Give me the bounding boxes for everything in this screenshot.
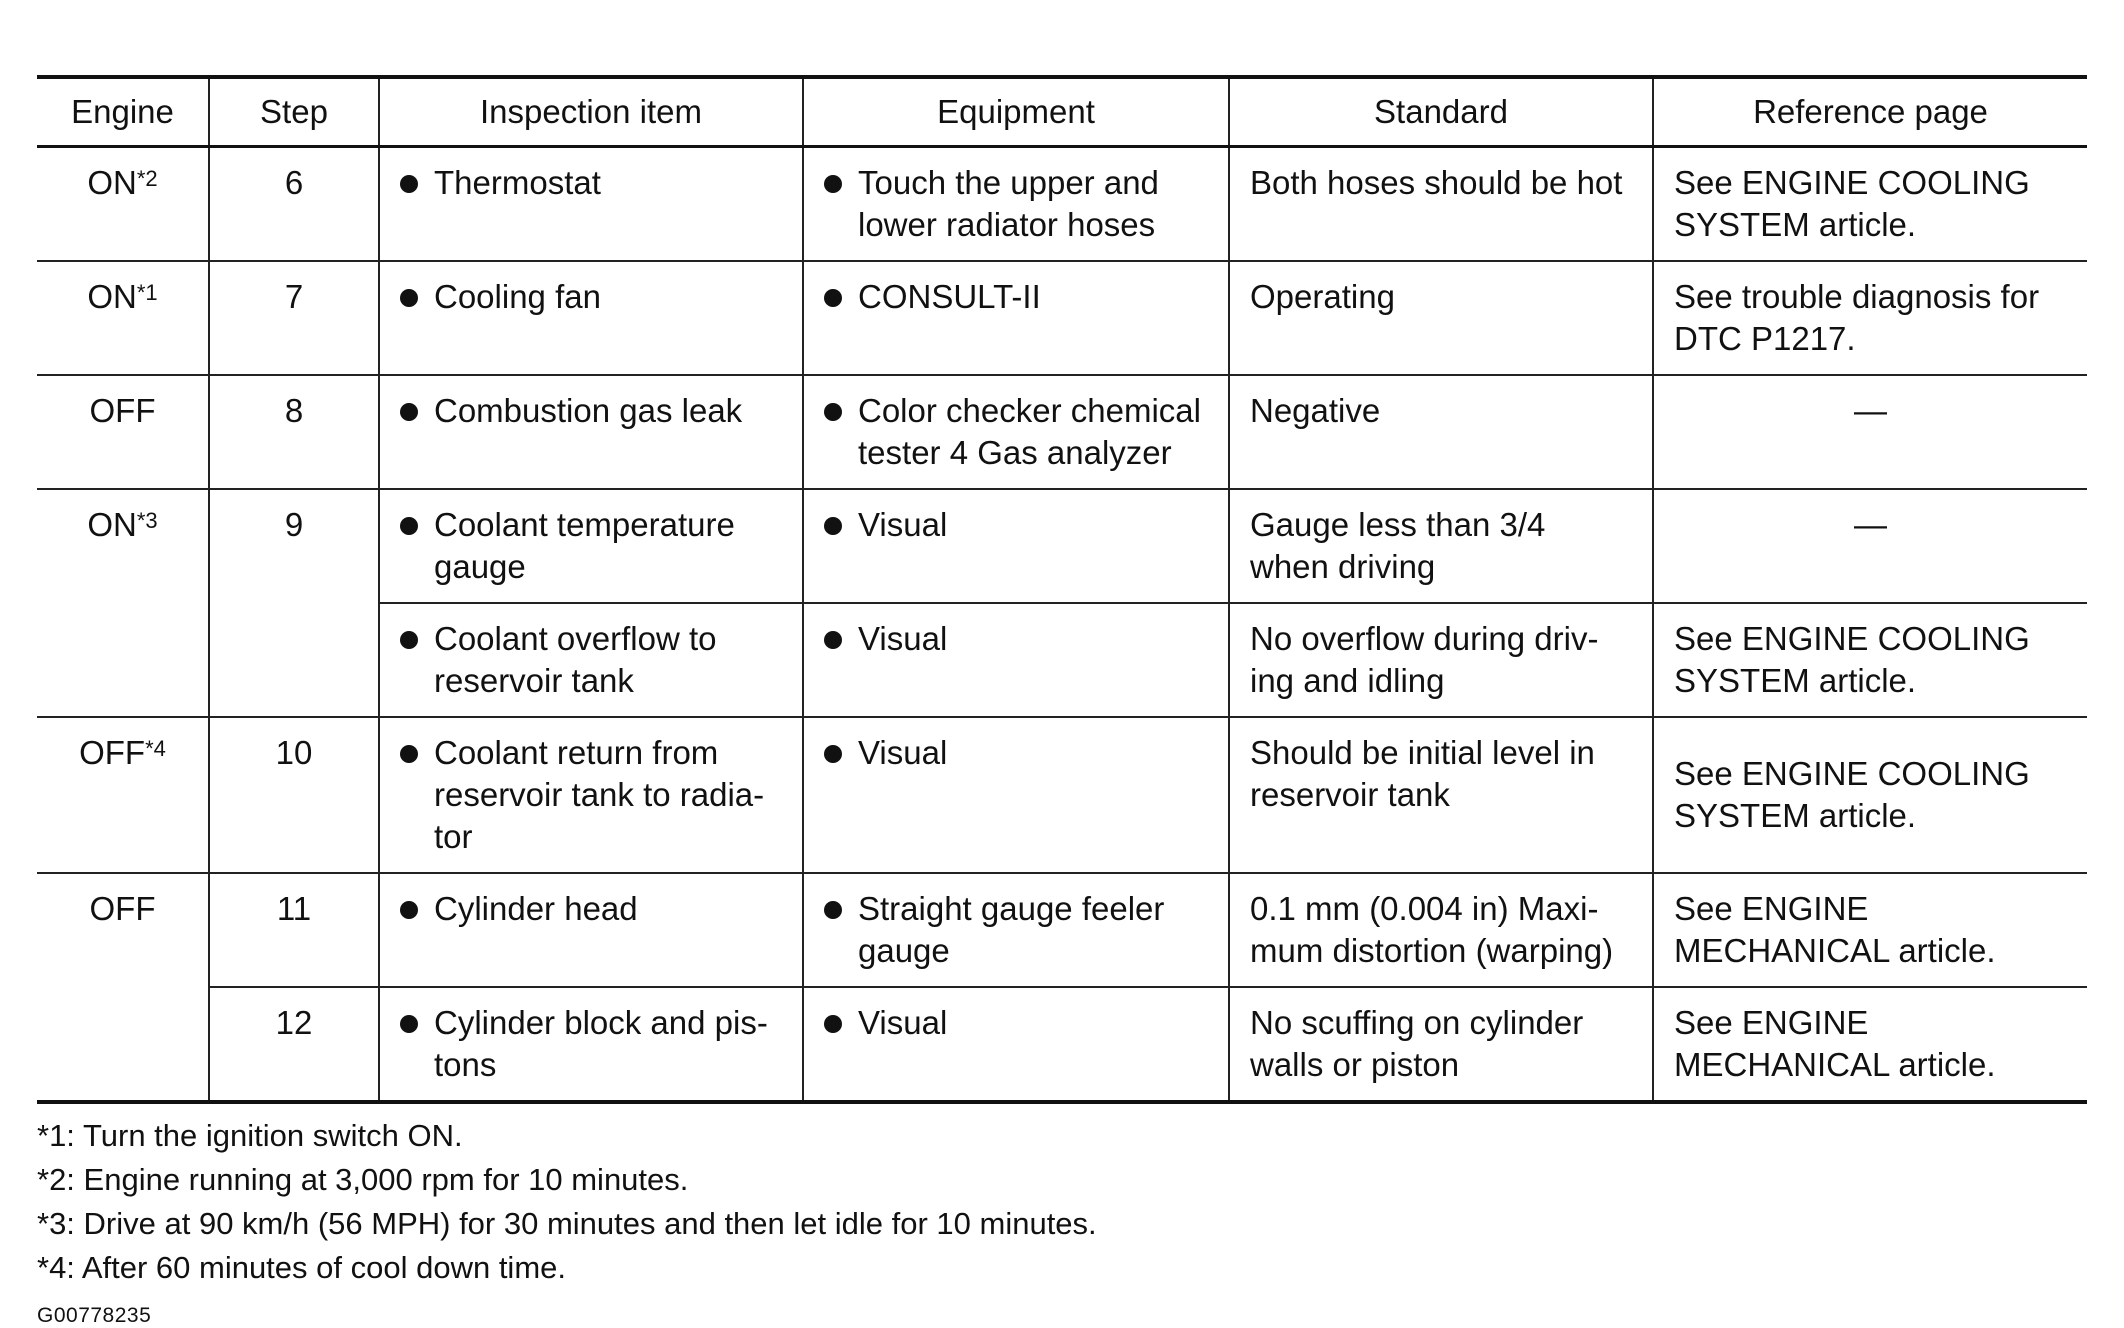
bullet-dot-icon: [400, 517, 418, 535]
standard-cell: 0.1 mm (0.004 in) Maxi- mum distortion (warping): [1229, 873, 1653, 987]
header-reference-page: Reference page: [1653, 77, 2087, 147]
footnote-3: *3: Drive at 90 km/h (56 MPH) for 30 minutes and then let idle for 10 minutes.: [37, 1206, 1097, 1241]
engine-note: *3: [136, 508, 158, 533]
inspection-text: Coolant return from reservoir tank to radia- tor: [434, 734, 765, 855]
reference-cell: See ENGINE COOLING SYSTEM article.: [1653, 603, 2087, 717]
footnote-4: *4: After 60 minutes of cool down time.: [37, 1250, 566, 1285]
header-step: Step: [209, 77, 379, 147]
engine-note: *4: [145, 736, 166, 761]
equipment-cell: [803, 375, 1229, 489]
engine-cell: [37, 375, 209, 489]
inspection-text: Cylinder block and pis- tons: [434, 1004, 768, 1083]
inspection-text: Cooling fan: [434, 278, 601, 315]
footnote-2: *2: Engine running at 3,000 rpm for 10 minutes.: [37, 1162, 689, 1197]
equipment-text: Visual: [858, 1004, 948, 1041]
inspection-cell: [379, 147, 803, 262]
reference-cell: See trouble diagnosis for DTC P1217.: [1653, 261, 2087, 375]
engine-cell: [37, 489, 209, 717]
bullet-dot-icon: [824, 517, 842, 535]
footnote-1: *1: Turn the ignition switch ON.: [37, 1118, 463, 1153]
footnotes: [37, 1114, 2087, 1290]
standard-cell: Should be initial level in reservoir tank: [1229, 717, 1653, 873]
equipment-text: Straight gauge feeler gauge: [858, 890, 1165, 969]
standard-cell: No scuffing on cylinder walls or piston: [1229, 987, 1653, 1102]
engine-cell: [37, 717, 209, 873]
engine-state: OFF: [79, 734, 146, 771]
engine-cell: [37, 147, 209, 262]
equipment-text: Color checker chemical tester 4 Gas analyzer: [858, 392, 1201, 471]
reference-cell: See ENGINE MECHANICAL article.: [1653, 873, 2087, 987]
standard-cell: Operating: [1229, 261, 1653, 375]
step-cell: 10: [209, 717, 379, 873]
equipment-text: Visual: [858, 620, 948, 657]
table-header-row: [37, 77, 2087, 147]
step-cell: 12: [209, 987, 379, 1102]
inspection-table: [37, 75, 2087, 1104]
engine-state: ON: [87, 164, 137, 201]
header-inspection-item: Inspection item: [379, 77, 803, 147]
equipment-cell: [803, 147, 1229, 262]
bullet-dot-icon: [400, 631, 418, 649]
engine-note: *1: [136, 280, 158, 305]
engine-cell: [37, 261, 209, 375]
inspection-cell: [379, 987, 803, 1102]
bullet-dot-icon: [400, 1015, 418, 1033]
bullet-dot-icon: [400, 403, 418, 421]
inspection-text: Coolant overflow to reservoir tank: [434, 620, 717, 699]
engine-state: OFF: [89, 392, 156, 429]
table-row: [37, 987, 2087, 1102]
engine-note: *2: [136, 166, 158, 191]
header-engine: Engine: [37, 77, 209, 147]
step-cell: 7: [209, 261, 379, 375]
equipment-text: Visual: [858, 734, 948, 771]
step-cell: 8: [209, 375, 379, 489]
bullet-dot-icon: [824, 745, 842, 763]
step-cell: 6: [209, 147, 379, 262]
bullet-dot-icon: [400, 745, 418, 763]
inspection-text: Thermostat: [434, 164, 601, 201]
inspection-cell: [379, 717, 803, 873]
equipment-cell: [803, 603, 1229, 717]
bullet-dot-icon: [824, 289, 842, 307]
reference-cell: —: [1653, 489, 2087, 603]
table-row: [37, 489, 2087, 603]
bullet-dot-icon: [400, 901, 418, 919]
step-cell: 9: [209, 489, 379, 717]
table-row: [37, 873, 2087, 987]
header-equipment: Equipment: [803, 77, 1229, 147]
bullet-dot-icon: [824, 175, 842, 193]
engine-cell: [37, 873, 209, 1102]
engine-state: OFF: [89, 890, 156, 927]
equipment-cell: [803, 261, 1229, 375]
bullet-dot-icon: [824, 403, 842, 421]
equipment-cell: [803, 987, 1229, 1102]
equipment-cell: [803, 873, 1229, 987]
inspection-cell: [379, 873, 803, 987]
reference-cell: —: [1653, 375, 2087, 489]
bullet-dot-icon: [824, 1015, 842, 1033]
table-row: [37, 147, 2087, 262]
inspection-cell: [379, 603, 803, 717]
inspection-cell: [379, 261, 803, 375]
standard-cell: Gauge less than 3/4 when driving: [1229, 489, 1653, 603]
standard-cell: Both hoses should be hot: [1229, 147, 1653, 262]
step-cell: 11: [209, 873, 379, 987]
reference-cell: See ENGINE COOLING SYSTEM article.: [1653, 147, 2087, 262]
bullet-dot-icon: [824, 901, 842, 919]
table-row: [37, 717, 2087, 873]
inspection-text: Cylinder head: [434, 890, 638, 927]
inspection-text: Coolant temperature gauge: [434, 506, 735, 585]
equipment-text: CONSULT-II: [858, 278, 1041, 315]
engine-state: ON: [87, 506, 137, 543]
bullet-dot-icon: [824, 631, 842, 649]
equipment-cell: [803, 717, 1229, 873]
table-row: [37, 375, 2087, 489]
reference-cell: See ENGINE COOLING SYSTEM article.: [1653, 717, 2087, 873]
inspection-text: Combustion gas leak: [434, 392, 743, 429]
inspection-cell: [379, 489, 803, 603]
inspection-document: [37, 75, 2087, 1328]
figure-code: G00778235: [37, 1304, 152, 1327]
header-standard: Standard: [1229, 77, 1653, 147]
table-row: [37, 261, 2087, 375]
engine-state: ON: [87, 278, 137, 315]
equipment-cell: [803, 489, 1229, 603]
bullet-dot-icon: [400, 289, 418, 307]
standard-cell: Negative: [1229, 375, 1653, 489]
equipment-text: Touch the upper and lower radiator hoses: [858, 164, 1159, 243]
reference-cell: See ENGINE MECHANICAL article.: [1653, 987, 2087, 1102]
standard-cell: No overflow during driv- ing and idling: [1229, 603, 1653, 717]
bullet-dot-icon: [400, 175, 418, 193]
inspection-cell: [379, 375, 803, 489]
equipment-text: Visual: [858, 506, 948, 543]
